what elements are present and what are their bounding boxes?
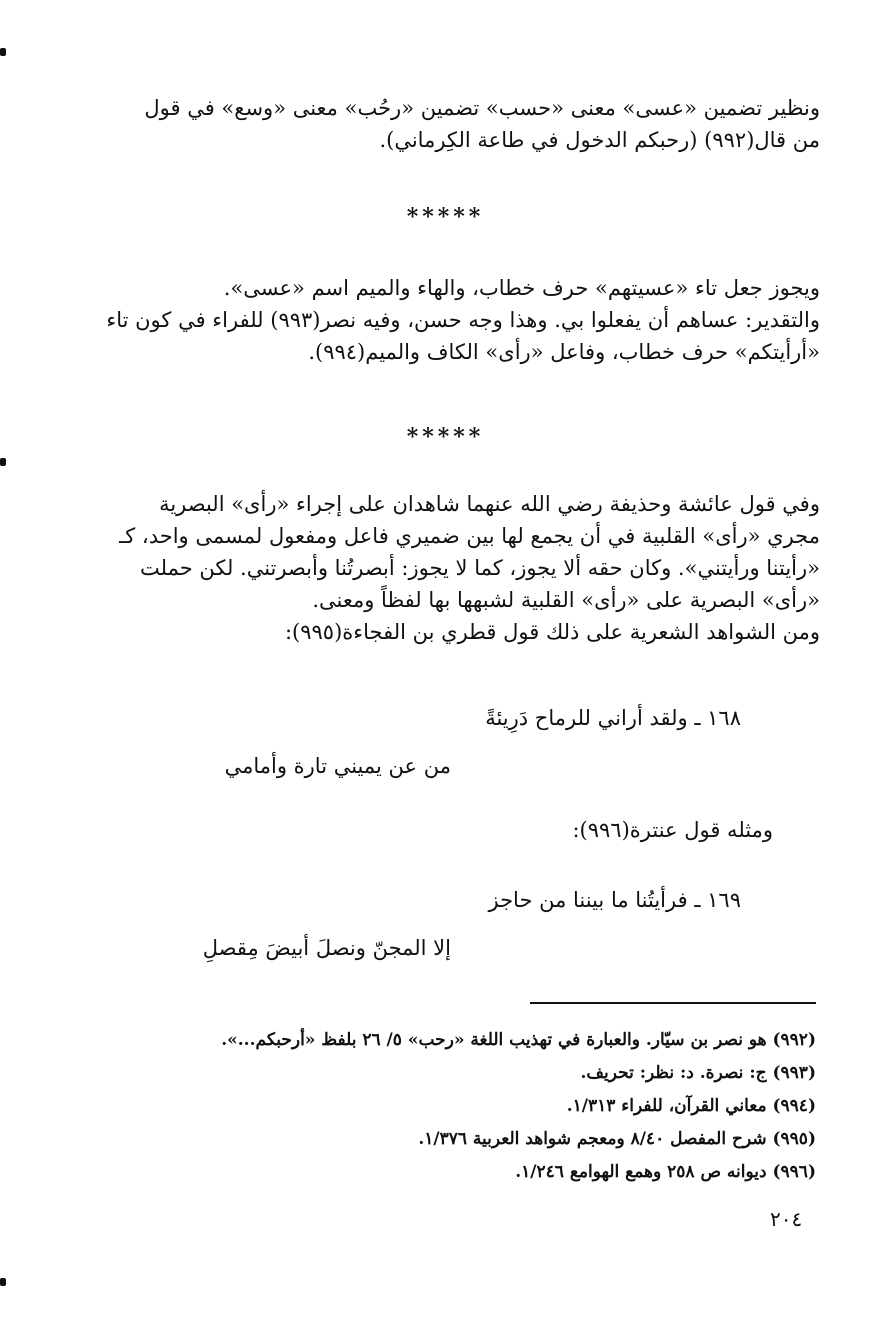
footnote-separator xyxy=(530,1002,816,1004)
section-divider: ***** xyxy=(406,204,485,230)
footnote-994: (٩٩٤) معاني القرآن، للفراء ١/٣١٣. xyxy=(566,1096,816,1116)
footnote-995: (٩٩٥) شرح المفصل ٨/٤٠ ومعجم شواهد العربية ١/٣٧٦. xyxy=(418,1129,816,1149)
scan-edge-mark xyxy=(0,458,6,466)
scan-edge-mark xyxy=(0,48,6,56)
verse-168-first-hemistich: ١٦٨ ـ ولقد أراني للرماح دَرِيئةً xyxy=(485,706,741,730)
scan-edge-mark xyxy=(0,1278,6,1286)
text-line: «أرأيتكم» حرف خطاب، وفاعل «رأى» الكاف والميم(٩٩٤). xyxy=(308,340,820,364)
page-number: ٢٠٤ xyxy=(770,1207,803,1231)
footnote-992: (٩٩٢) هو نصر بن سيّار. والعبارة في تهذيب اللغة «رحب» ٥/ ٢٦ بلفظ «أرحبكم...». xyxy=(221,1030,816,1050)
paragraph-1 xyxy=(88,92,820,156)
section-divider: ***** xyxy=(406,424,485,450)
text-line: من قال(٩٩٢) (رحبكم الدخول في طاعة الكِرماني). xyxy=(379,128,820,152)
verse-168-second-hemistich: من عن يميني تارة وأمامي xyxy=(224,754,451,778)
text-line: مجري «رأى» القلبية في أن يجمع لها بين ضميري فاعل ومفعول لمسمى واحد، كـ xyxy=(119,524,820,548)
text-line: ويجوز جعل تاء «عسيتهم» حرف خطاب، والهاء والميم اسم «عسى». xyxy=(223,276,820,300)
footnote-996: (٩٩٦) ديوانه ص ٢٥٨ وهمع الهوامع ١/٢٤٦. xyxy=(515,1162,816,1182)
footnote-993: (٩٩٣) ج: نصرة. د: نظر: تحريف. xyxy=(580,1063,816,1083)
paragraph-3 xyxy=(88,488,820,648)
verse-169-first-hemistich: ١٦٩ ـ فرأيتُنا ما بيننا من حاجز xyxy=(488,888,741,912)
verse-169-intro: ومثله قول عنترة(٩٩٦): xyxy=(572,818,773,842)
verse-169-second-hemistich: إلا المجنّ ونصلَ أبيضَ مِقصلِ xyxy=(202,936,451,960)
text-line: وفي قول عائشة وحذيفة رضي الله عنهما شاهدان على إجراء «رأى» البصرية xyxy=(159,492,820,516)
text-line: «رأيتنا ورأيتني». وكان حقه ألا يجوز، كما لا يجوز: أبصرتُنا وأبصرتني. لكن حملت xyxy=(140,556,820,580)
text-line: ومن الشواهد الشعرية على ذلك قول قطري بن الفجاءة(٩٩٥): xyxy=(284,620,820,644)
paragraph-2 xyxy=(88,272,820,368)
text-line: ونظير تضمين «عسى» معنى «حسب» تضمين «رحُب» معنى «وسع» في قول xyxy=(144,96,820,120)
text-line: والتقدير: عساهم أن يفعلوا بي. وهذا وجه حسن، وفيه نصر(٩٩٣) للفراء في كون تاء xyxy=(106,308,820,332)
text-line: «رأى» البصرية على «رأى» القلبية لشبهها بها لفظاً ومعنى. xyxy=(312,588,820,612)
